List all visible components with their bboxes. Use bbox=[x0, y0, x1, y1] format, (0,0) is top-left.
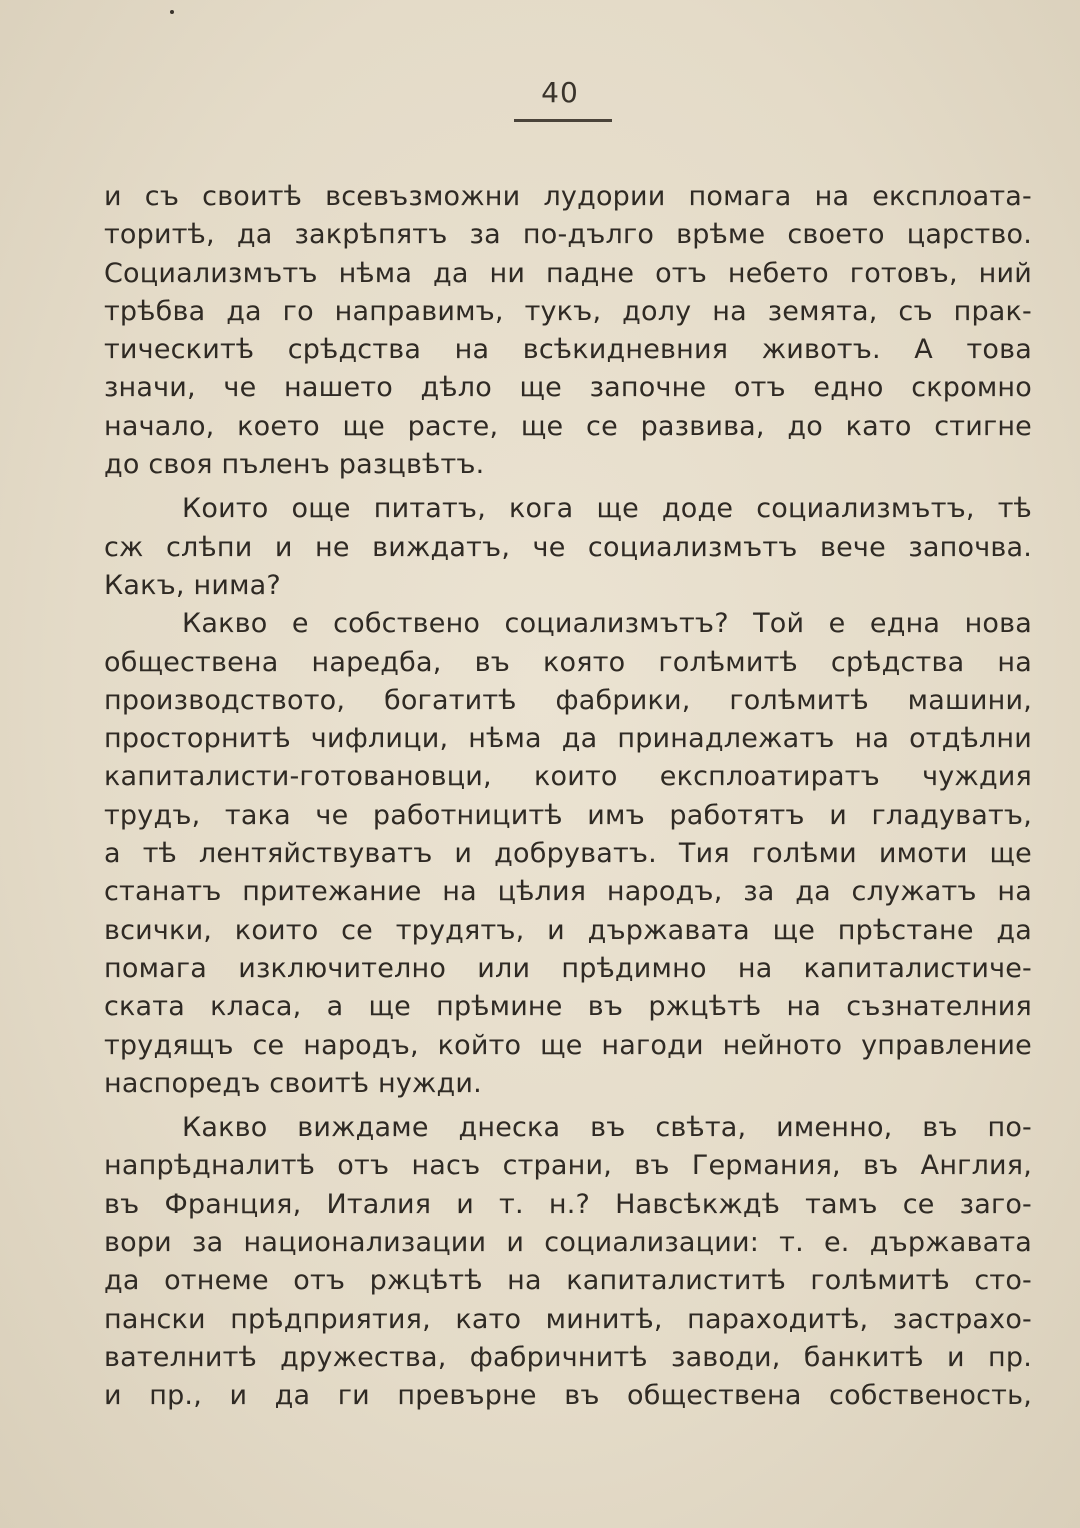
text-line: трудящъ се народъ, който ще нагоди нейното управление bbox=[104, 1029, 1032, 1061]
body-text bbox=[104, 178, 1032, 1416]
text-line: да отнеме отъ ржцѣтѣ на капиталиститѣ голѣмитѣ сто- bbox=[104, 1265, 1032, 1297]
text-line: просторнитѣ чифлици, нѣма да принадлежатъ на отдѣлни bbox=[104, 723, 1032, 755]
paragraph-4 bbox=[104, 1109, 1032, 1415]
text-line: станатъ притежание на цѣлия народъ, за да служатъ на bbox=[104, 876, 1032, 908]
text-line: сж слѣпи и не виждатъ, че социализмътъ вече започва. bbox=[104, 531, 1032, 563]
text-line: Какво е собствено социализмътъ? Той е една нова bbox=[182, 608, 1032, 640]
text-line: значи, че нашето дѣло ще започне отъ едно скромно bbox=[104, 372, 1032, 404]
page-number: 40 bbox=[541, 76, 579, 109]
text-line: Какъ, нима? bbox=[104, 569, 281, 601]
text-line: а тѣ лентяйствуватъ и добруватъ. Тия голѣми имоти ще bbox=[104, 838, 1032, 870]
text-line: вори за национализации и социализации: т. е. държавата bbox=[104, 1227, 1032, 1259]
text-line: трудъ, така че работницитѣ имъ работятъ и гладуватъ, bbox=[104, 799, 1032, 831]
text-line: трѣбва да го направимъ, тукъ, долу на земята, съ прак- bbox=[104, 295, 1032, 327]
text-line: Които още питатъ, кога ще доде социализмътъ, тѣ bbox=[182, 493, 1032, 525]
text-line: производството, богатитѣ фабрики, голѣмитѣ машини, bbox=[104, 684, 1032, 716]
text-line: и съ своитѣ всевъзможни лудории помага на експлоата- bbox=[104, 181, 1032, 212]
text-line: Какво виждаме днеска въ свѣта, именно, въ по- bbox=[182, 1112, 1032, 1144]
text-line: напрѣдналитѣ отъ насъ страни, въ Германия, въ Англия, bbox=[104, 1150, 1032, 1182]
page-number-rule bbox=[514, 119, 612, 122]
text-line: всички, които се трудятъ, и държавата ще прѣстане да bbox=[104, 914, 1032, 946]
text-line: капиталисти-готовановци, които експлоатиратъ чуждия bbox=[104, 761, 1032, 793]
text-line: пански прѣдприятия, като минитѣ, параходитѣ, застрахо- bbox=[104, 1303, 1032, 1335]
text-line: тическитѣ срѣдства на всѣкидневния животъ. А това bbox=[104, 334, 1032, 366]
text-line: наспоредъ своитѣ нужди. bbox=[104, 1067, 482, 1099]
paragraph-2 bbox=[104, 490, 1032, 605]
text-line: до своя пъленъ разцвѣтъ. bbox=[104, 449, 485, 481]
text-line: помага изключително или прѣдимно на капиталистиче- bbox=[104, 952, 1032, 984]
paragraph-3 bbox=[104, 605, 1032, 1103]
text-line: торитѣ, да закрѣпятъ за по-дълго врѣме своето царство. bbox=[104, 219, 1032, 251]
text-line: начало, което ще расте, ще се развива, до като стигне bbox=[104, 410, 1032, 442]
text-line: вателнитѣ дружества, фабричнитѣ заводи, банкитѣ и пр. bbox=[104, 1341, 1032, 1373]
ink-speck bbox=[170, 10, 174, 14]
text-line: Социализмътъ нѣма да ни падне отъ небето готовъ, ний bbox=[104, 257, 1032, 289]
text-line: обществена наредба, въ която голѣмитѣ срѣдства на bbox=[104, 646, 1032, 678]
text-line: въ Франция, Италия и т. н.? Навсѣкждѣ тамъ се заго- bbox=[104, 1188, 1032, 1220]
text-line: ската класа, а ще прѣмине въ ржцѣтѣ на съзнателния bbox=[104, 991, 1032, 1023]
text-line: и пр., и да ги превърне въ обществена собственость, bbox=[104, 1380, 1032, 1412]
paragraph-1 bbox=[104, 178, 1032, 484]
